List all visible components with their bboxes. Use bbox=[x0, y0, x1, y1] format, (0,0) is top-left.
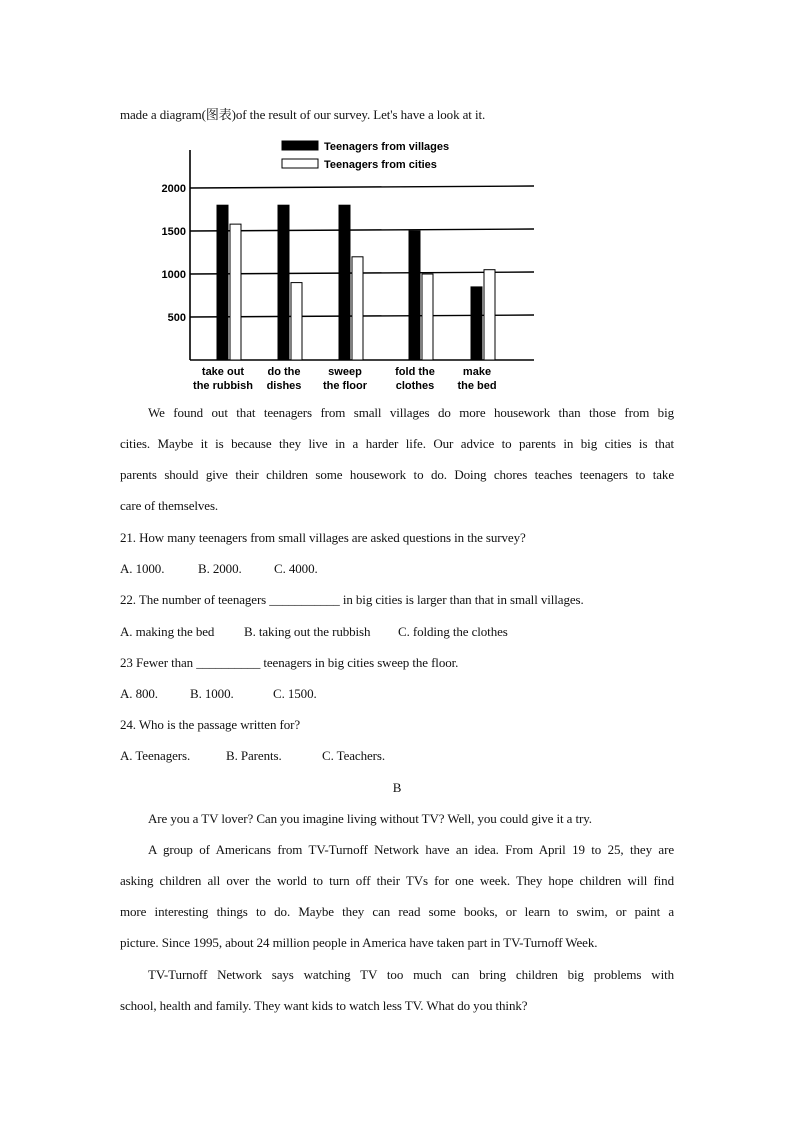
x-tick-label-3-1: clothes bbox=[395, 380, 435, 392]
option-23-c: C. 1500. bbox=[273, 686, 317, 701]
section-b-p3-line-2: school, health and family. They want kids to watch less TV. What do you think? bbox=[120, 998, 528, 1013]
x-tick-label-0-0: take out bbox=[201, 366, 245, 378]
x-tick-label-1-1: dishes bbox=[266, 380, 302, 392]
bar-0-3 bbox=[409, 231, 420, 360]
y-tick-label-1500: 1500 bbox=[161, 226, 186, 238]
bar-1-0 bbox=[230, 224, 241, 360]
bar-1-4 bbox=[484, 270, 495, 360]
y-tick-label-500: 500 bbox=[167, 312, 186, 324]
options-22 bbox=[120, 624, 508, 640]
options-24 bbox=[120, 748, 385, 764]
bar-1-2 bbox=[352, 257, 363, 360]
legend-swatch-0 bbox=[282, 141, 318, 150]
question-24: 24. Who is the passage written for? bbox=[120, 717, 301, 732]
paragraph-a-line-1: We found out that teenagers from small villages do more housework than those from big bbox=[148, 405, 674, 420]
section-b-p1: Are you a TV lover? Can you imagine living without TV? Well, you could give it a try. bbox=[148, 811, 592, 826]
y-tick-label-2000: 2000 bbox=[161, 183, 186, 195]
question-23: 23 Fewer than __________ teenagers in big cities sweep the floor. bbox=[120, 655, 459, 670]
bar-0-4 bbox=[471, 287, 482, 360]
x-tick-label-4-1: the bed bbox=[457, 380, 497, 392]
option-24-c: C. Teachers. bbox=[322, 748, 385, 763]
bar-0-1 bbox=[278, 205, 289, 360]
bar-1-3 bbox=[422, 274, 433, 360]
options-21 bbox=[120, 561, 318, 577]
legend-swatch-1 bbox=[282, 159, 318, 168]
x-tick-label-0-1: the rubbish bbox=[193, 380, 253, 392]
option-21-c: C. 4000. bbox=[274, 561, 318, 576]
x-tick-label-1-0: do the bbox=[267, 366, 301, 378]
bar-0-0 bbox=[217, 205, 228, 360]
gridline-1500 bbox=[190, 229, 534, 231]
paragraph-a-line-2: cities. Maybe it is because they live in a harder life. Our advice to parents in big cities is that bbox=[120, 436, 674, 451]
legend-label-0: Teenagers from villages bbox=[324, 141, 450, 153]
intro-line: made a diagram(图表)of the result of our survey. Let's have a look at it. bbox=[120, 107, 486, 122]
x-tick-label-2-1: the floor bbox=[323, 380, 367, 392]
option-21-b: B. 2000. bbox=[198, 561, 242, 576]
paragraph-a-line-4: care of themselves. bbox=[120, 498, 219, 513]
option-24-a: A. Teenagers. bbox=[120, 748, 191, 763]
bar-0-2 bbox=[339, 205, 350, 360]
section-b-p2-line-3: more interesting things to do. Maybe they can read some books, or learn to swim, or paint a bbox=[120, 904, 674, 919]
bar-chart bbox=[150, 136, 550, 396]
bar-1-1 bbox=[291, 283, 302, 360]
option-22-c: C. folding the clothes bbox=[398, 624, 508, 639]
question-21: 21. How many teenagers from small villages are asked questions in the survey? bbox=[120, 530, 526, 545]
option-24-b: B. Parents. bbox=[226, 748, 282, 763]
options-23 bbox=[120, 686, 317, 702]
y-tick-label-1000: 1000 bbox=[161, 269, 186, 281]
section-b-heading: B bbox=[392, 780, 402, 795]
section-b-p3-line-1: TV-Turnoff Network says watching TV too much can bring children big problems with bbox=[148, 967, 674, 982]
x-tick-label-3-0: fold the bbox=[395, 366, 435, 378]
question-22: 22. The number of teenagers ___________ in big cities is larger than that in small villages. bbox=[120, 592, 584, 607]
x-tick-label-2-0: sweep bbox=[328, 366, 362, 378]
x-tick-label-4-0: make bbox=[462, 366, 492, 378]
section-b-p2-line-1: A group of Americans from TV-Turnoff Network have an idea. From April 19 to 25, they are bbox=[148, 842, 674, 857]
option-22-a: A. making the bed bbox=[120, 624, 215, 639]
gridline-2000 bbox=[190, 186, 534, 188]
legend-label-1: Teenagers from cities bbox=[324, 159, 437, 171]
option-23-b: B. 1000. bbox=[190, 686, 234, 701]
section-b-p2-line-2: asking children all over the world to turn off their TVs for one week. They hope children will find bbox=[120, 873, 674, 888]
chart-svg bbox=[150, 136, 550, 396]
option-22-b: B. taking out the rubbish bbox=[244, 624, 371, 639]
option-23-a: A. 800. bbox=[120, 686, 158, 701]
section-b-p2-line-4: picture. Since 1995, about 24 million people in America have taken part in TV-Turnoff Week. bbox=[120, 935, 598, 950]
option-21-a: A. 1000. bbox=[120, 561, 165, 576]
paragraph-a-line-3: parents should give their children some housework to do. Doing chores teaches teenagers to take bbox=[120, 467, 674, 482]
